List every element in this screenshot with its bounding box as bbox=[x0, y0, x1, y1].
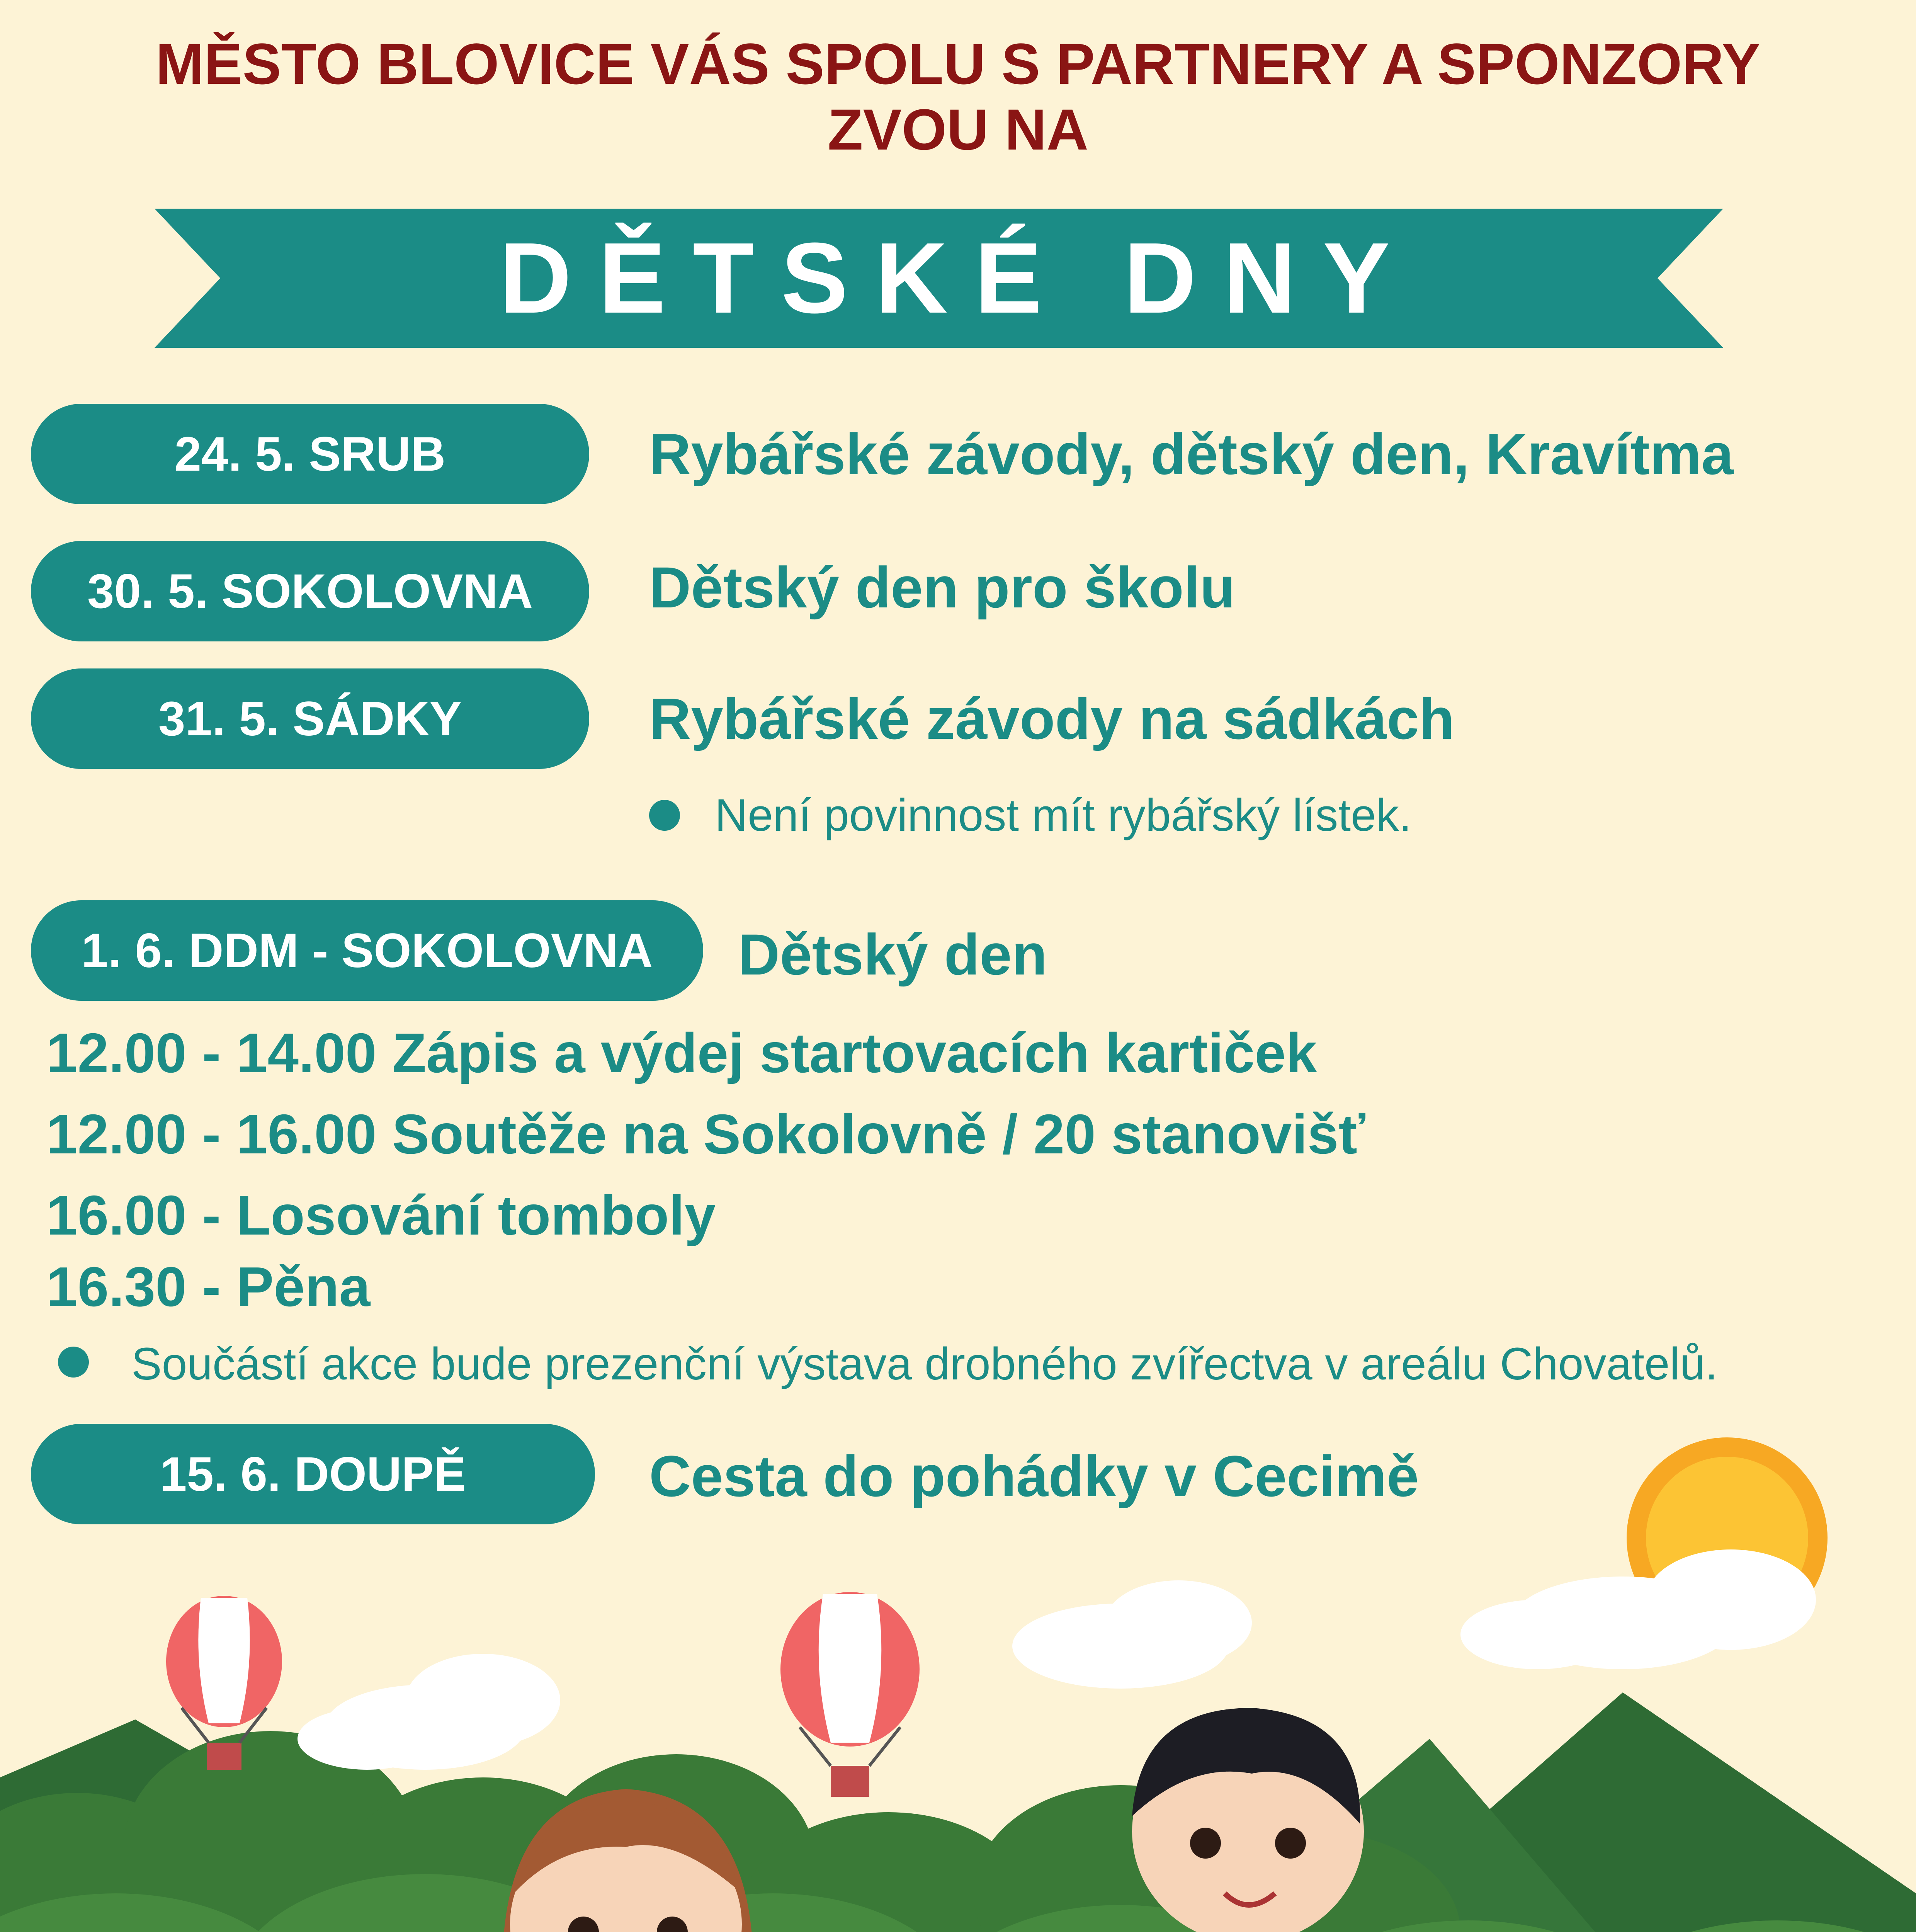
event-title: Rybářské závody, dětský den, Kravítma bbox=[649, 422, 1734, 486]
boy-character bbox=[1132, 1708, 1364, 1932]
event-date-pill: 31. 5. SÁDKY bbox=[31, 668, 589, 769]
schedule-item: 12.00 - 14.00 Zápis a výdej startovacích kartiček bbox=[46, 1022, 1317, 1084]
invitation-heading-line1: MĚSTO BLOVICE VÁS SPOLU S PARTNERY A SPONZORY bbox=[155, 31, 1761, 96]
event-title: Cesta do pohádky v Cecimě bbox=[649, 1444, 1419, 1509]
event-date-pill: 15. 6. DOUPĚ bbox=[31, 1424, 595, 1524]
bullet-icon bbox=[649, 800, 680, 831]
event-note: Není povinnost mít rybářský lístek. bbox=[715, 790, 1412, 841]
event-date-pill: 1. 6. DDM - SOKOLOVNA bbox=[31, 900, 703, 1001]
schedule-item: 12.00 - 16.00 Soutěže na Sokolovně / 20 stanovišť bbox=[46, 1103, 1365, 1165]
banner-title: DĚTSKÉ DNY bbox=[499, 222, 1417, 334]
event-date-pill: 30. 5. SOKOLOVNA bbox=[31, 541, 589, 641]
kids-illustration bbox=[0, 1430, 1916, 1932]
hot-air-balloon-icon bbox=[780, 1592, 920, 1797]
event-date-pill: 24. 5. SRUB bbox=[31, 404, 589, 504]
cloud-icon bbox=[1012, 1580, 1252, 1689]
event-title: Rybářské závody na sádkách bbox=[649, 686, 1455, 751]
cloud-icon bbox=[298, 1654, 560, 1770]
event-title: Dětský den pro školu bbox=[649, 555, 1236, 620]
schedule-item: 16.00 - Losování tomboly bbox=[46, 1184, 716, 1247]
schedule-note: Součástí akce bude prezenční výstava drobného zvířectva v areálu Chovatelů. bbox=[131, 1338, 1718, 1389]
invitation-heading-line2: ZVOU NA bbox=[828, 97, 1088, 162]
event-title: Dětský den bbox=[738, 922, 1047, 987]
bullet-icon bbox=[58, 1347, 89, 1378]
schedule-item: 16.30 - Pěna bbox=[46, 1255, 371, 1318]
